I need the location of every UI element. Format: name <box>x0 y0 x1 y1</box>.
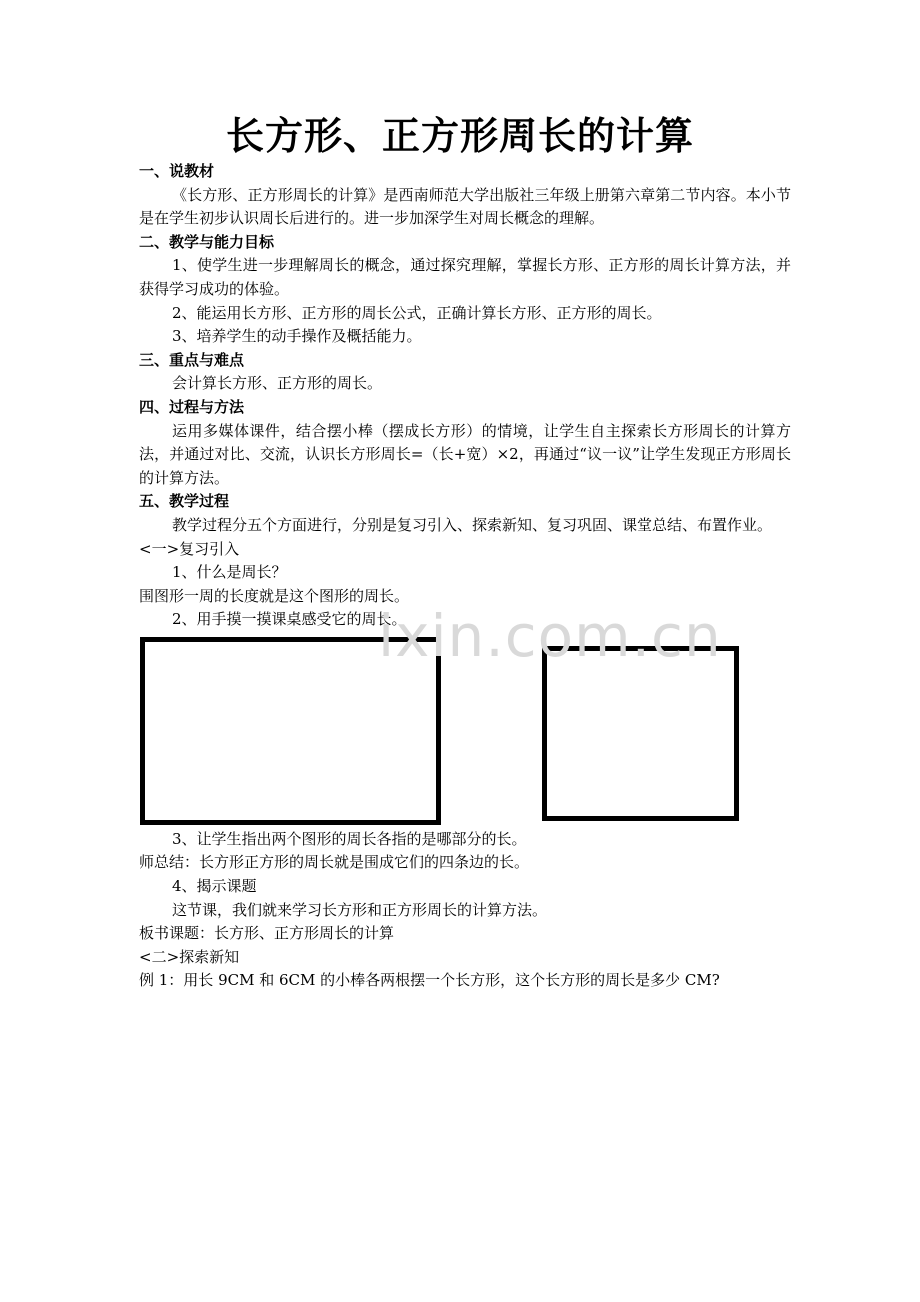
body-paragraph: 会计算长方形、正方形的周长。 <box>172 374 383 393</box>
body-paragraph: 教学过程分五个方面进行，分别是复习引入、探索新知、复习巩固、课堂总结、布置作业。 <box>172 515 773 534</box>
body-paragraph: 1、使学生进一步理解周长的概念，通过探究理解，掌握长方形、正方形的周长计算方法，并获得学习成功的体验。 <box>139 256 791 298</box>
figure-shapes <box>139 632 791 828</box>
body-paragraph: <二>探索新知 <box>139 947 240 966</box>
body-paragraph: 4、揭示课题 <box>172 877 257 896</box>
body-section-after-figures <box>139 828 791 993</box>
body-paragraph: 围图形一周的长度就是这个图形的周长。 <box>139 586 410 605</box>
section-heading: 四、过程与方法 <box>139 397 245 416</box>
body-paragraph: 2、用手摸一摸课桌感受它的周长。 <box>172 610 407 629</box>
body-paragraph: 《长方形、正方形周长的计算》是西南师范大学出版社三年级上册第六章第二节内容。本小节是在学生初步认识周长后进行的。进一步加深学生对周长概念的理解。 <box>139 185 791 228</box>
body-paragraph: 师总结：长方形正方形的周长就是围成它们的四条边的长。 <box>139 853 530 872</box>
body-paragraph: <一>复习引入 <box>139 539 240 558</box>
body-paragraph: 运用多媒体课件，结合摆小棒（摆成长方形）的情境，让学生自主探索长方形周长的计算方法，并通过对比、交流，认识长方形周长=（长+宽）×2，再通过“议一议”让学生发现正方形周长的计算方法。 <box>139 421 791 487</box>
square-figure <box>542 646 739 821</box>
rectangle-figure <box>140 637 441 825</box>
watermark-text: ixin.com.cn <box>378 602 722 670</box>
body-paragraph: 1、什么是周长？ <box>172 563 287 582</box>
document-title: 长方形、正方形周长的计算 <box>225 113 694 158</box>
body-paragraph: 3、培养学生的动手操作及概括能力。 <box>172 327 422 346</box>
section-heading: 二、教学与能力目标 <box>139 232 275 251</box>
section-heading: 三、重点与难点 <box>139 350 245 369</box>
section-heading: 一、说教材 <box>139 162 215 180</box>
body-paragraph: 2、能运用长方形、正方形的周长公式，正确计算长方形、正方形的周长。 <box>172 303 662 322</box>
document-body <box>139 160 791 993</box>
body-paragraph: 这节课，我们就来学习长方形和正方形周长的计算方法。 <box>172 900 548 919</box>
body-paragraph: 3、让学生指出两个图形的周长各指的是哪部分的长。 <box>172 829 527 848</box>
section-heading: 五、教学过程 <box>139 492 230 511</box>
body-paragraph: 例 1：用长 9CM 和 6CM 的小棒各两根摆一个长方形，这个长方形的周长是多少 CM? <box>139 971 720 990</box>
body-section-before-figures <box>139 160 791 632</box>
body-paragraph: 板书课题：长方形、正方形周长的计算 <box>139 924 395 943</box>
